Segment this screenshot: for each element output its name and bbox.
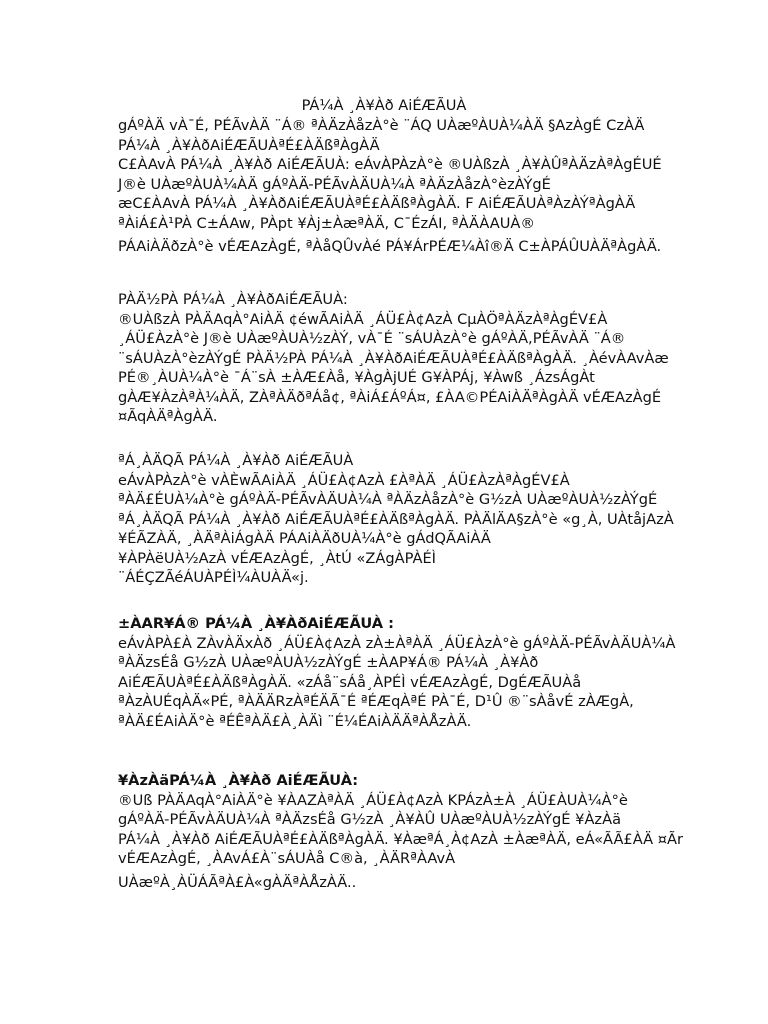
text-line: PÉ®¸ÀUÀ¼À°è ¯Á¨sÀ ±ÀÆ£Àå, ¥ÀgÀjUÉ G¥ÀPÁj, ¥Àwß ¸ÁzsÁgÀt	[118, 369, 595, 386]
text-line: eÁvÀPÀ£À ZÀvÀÄxÀð ¸ÁÜ£À¢AzÀ zÀ±ÀªÀÄ ¸ÁÜ£ÀzÀ°è gÁºÀÄ-PÉÃvÀÄUÀ¼À	[118, 634, 676, 652]
document-title: PÁ¼À ¸À¥Àð AiÉÆÃUÀ	[301, 97, 467, 114]
text-line: C£ÀAvÀ PÁ¼À ¸À¥Àð AiÉÆÃUÀ: eÁvÀPÀzÀ°è ®UÀßzÀ ¸À¥ÀÛªÀÄzÀªÀgÉUÉ	[118, 156, 662, 173]
section-heading: ±ÀAR¥Á® PÁ¼À ¸À¥ÀðAiÉÆÃUÀ :	[118, 615, 394, 632]
text-line: ¸ÁÜ£ÀzÀ°è J®è UÀæºÀUÀ½zÀÝ, vÀ¯É ¨sÁUÀzÀ°è gÁºÀÄ,PÉÃvÀÄ ¨Á®	[118, 330, 626, 347]
text-line: ¤ÃqÀÄªÀgÀÄ.	[118, 408, 218, 425]
text-line: J®è UÀæºÀUÀ¼ÀÄ gÁºÀÄ-PÉÃvÀÄUÀ¼À ªÀÄzÀåzÀ°èzÀÝgÉ	[118, 175, 551, 193]
text-line: PÁ¼À ¸À¥ÀðAiÉÆÃUÀªÉ£ÀÄßªÀgÀÄ	[118, 136, 380, 154]
text-line: ªÀÄ£ÉUÀ¼À°è gÁºÀÄ-PÉÃvÀÄUÀ¼À ªÀÄzÀåzÀ°è G½zÀ UÀæºÀUÀ½zÀÝgÉ	[118, 491, 658, 508]
text-line: PÀÄ½PÀ PÁ¼À ¸À¥ÀðAiÉÆÃUÀ:	[118, 291, 348, 308]
text-line: æC£ÀAvÀ PÁ¼À ¸À¥ÀðAiÉÆÃUÀªÉ£ÀÄßªÀgÀÄ. F AiÉÆÃUÀªÀzÀÝªÀgÀÄ	[118, 195, 636, 212]
text-line: ªÀiÁ£À¹PÀ C±ÁAw, PÀpt ¥Àj±ÀæªÀÄ, C¯ÉzÁI, ªÀÄÀAUÀ®	[118, 214, 536, 232]
section-1	[118, 116, 758, 257]
section-heading: ¥ÀzÀäPÁ¼À ¸À¥Àð AiÉÆÃUÀ:	[118, 772, 359, 789]
text-line: UÀæºÀ¸ÀÜÁÃªÀ£À«gÀÄªÀÅzÀÄ..	[118, 873, 357, 891]
text-line: gÀÆ¥ÀzÀªÀ¼ÀÄ, ZÀªÀÄðªÁå¢, ªÀiÁ£ÁºÁ¤, £ÀA©PÉAiÀÄªÀgÀÄ vÉÆAzÀgÉ	[118, 388, 662, 406]
text-line: gÁºÀÄ vÀ¯É, PÉÃvÀÄ ¨Á® ªÀÄzÀåzÀ°è ¨ÁQ UÀæºÀUÀ¼ÀÄ §AzÀgÉ CzÀÄ	[118, 117, 645, 134]
section-3	[118, 451, 758, 588]
text-line: vÉÆAzÀgÉ, ¸ÀAvÁ£À¨sÁUÀå C®à, ¸ÀÄRªÀAvÀ	[118, 850, 456, 867]
text-line: ¨ÁÉÇZÃéÁUÀPÉÌ¼ÀUÀÄ«j.	[118, 569, 309, 586]
text-line: ¥ÀPÀëUÀ½AzÀ vÉÆAzÀgÉ, ¸ÀtÚ «ZÁgÀPÀÉÌ	[118, 549, 436, 567]
text-line: PÁ¼À ¸À¥Àð AiÉÆÃUÀªÉ£ÀÄßªÀgÀÄ. ¥ÀæªÁ¸À¢AzÀ ±ÀæªÀÄ, eÁ«ÃÃ£ÀÄ ¤Ãr	[118, 830, 683, 848]
section-2	[118, 290, 758, 427]
section-4	[118, 614, 758, 731]
text-line: ¨sÁUÀzÀ°èzÀÝgÉ PÀÄ½PÀ PÁ¼À ¸À¥ÀðAiÉÆÃUÀªÉ£ÀÄßªÀgÀÄ. ¸ÀévÀAvÀæ	[118, 349, 669, 367]
text-line: ªÀÄzsÉå G½zÀ UÀæºÀUÀ½zÀÝgÉ ±ÀAP¥Á® PÁ¼À ¸À¥Àð	[118, 654, 539, 671]
section-5	[118, 771, 758, 892]
text-line: ®UÀßzÀ PÀÄAqÀ°AiÀÄ ¢éwÃAiÀÄ ¸ÁÜ£À¢AzÀ CµÀÖªÀÄzÀªÀgÉV£À	[118, 310, 608, 328]
text-line: AiÉÆÃUÀªÉ£ÀÄßªÀgÀÄ. «zÁå¨sÁå¸ÀPÉÌ vÉÆAzÀgÉ, DgÉÆÃUÀå	[118, 673, 582, 691]
text-line: ªÀÄ£ÉAiÀÄ°è ªÉÊªÀÄ£À¸ÀÄì ¨É¼ÉAiÀÄÄªÀÅzÀÄ.	[118, 712, 472, 730]
text-line: PÁAiÀÄðzÀ°è vÉÆAzÀgÉ, ªÀåQÛvÀé PÁ¥ÁrPÉÆ¼Àî®Ä C±ÀPÁÛUÀÄªÀgÀÄ.	[118, 238, 662, 255]
text-line: eÁvÀPÀzÀ°è vÀÈwÃAiÀÄ ¸ÁÜ£À¢AzÀ £ÀªÀÄ ¸ÁÜ£ÀzÀªÀgÉV£À	[118, 471, 570, 489]
text-line: gÁºÀÄ-PÉÃvÀÄUÀ¼À ªÀÄzsÉå G½zÀ ¸À¥ÀÛ UÀæºÀUÀ½zÀÝgÉ ¥ÀzÀä	[118, 811, 622, 828]
text-line: ªÁ¸ÀÄQÃ PÁ¼À ¸À¥Àð AiÉÆÃUÀ	[118, 452, 354, 469]
text-line: ®Uß PÀÄAqÀ°AiÀÄ°è ¥ÀAZÀªÀÄ ¸ÁÜ£À¢AzÀ KPÁzÀ±À ¸ÁÜ£ÀUÀ¼À°è	[118, 791, 628, 809]
text-line: ¥ÉÃZÀÄ, ¸ÀÄªÀiÁgÀÄ PÁAiÀÄðUÀ¼À°è gÁdQÃAiÀÄ	[118, 530, 491, 547]
text-line: ªÀzÀUÉqÀÄ«PÉ, ªÀÄÄRzÀªÉÄÃ¯É ªÉÆqÀªÉ PÀ¯É, D¹Û ®¨sÀåvÉ zÀÆgÀ,	[118, 693, 634, 710]
text-line: ªÁ¸ÀÄQÃ PÁ¼À ¸À¥Àð AiÉÆÃUÀªÉ£ÀÄßªÀgÀÄ. PÀÄlÄA§zÀ°è «g¸À, UÀtåjAzÀ	[118, 510, 674, 528]
